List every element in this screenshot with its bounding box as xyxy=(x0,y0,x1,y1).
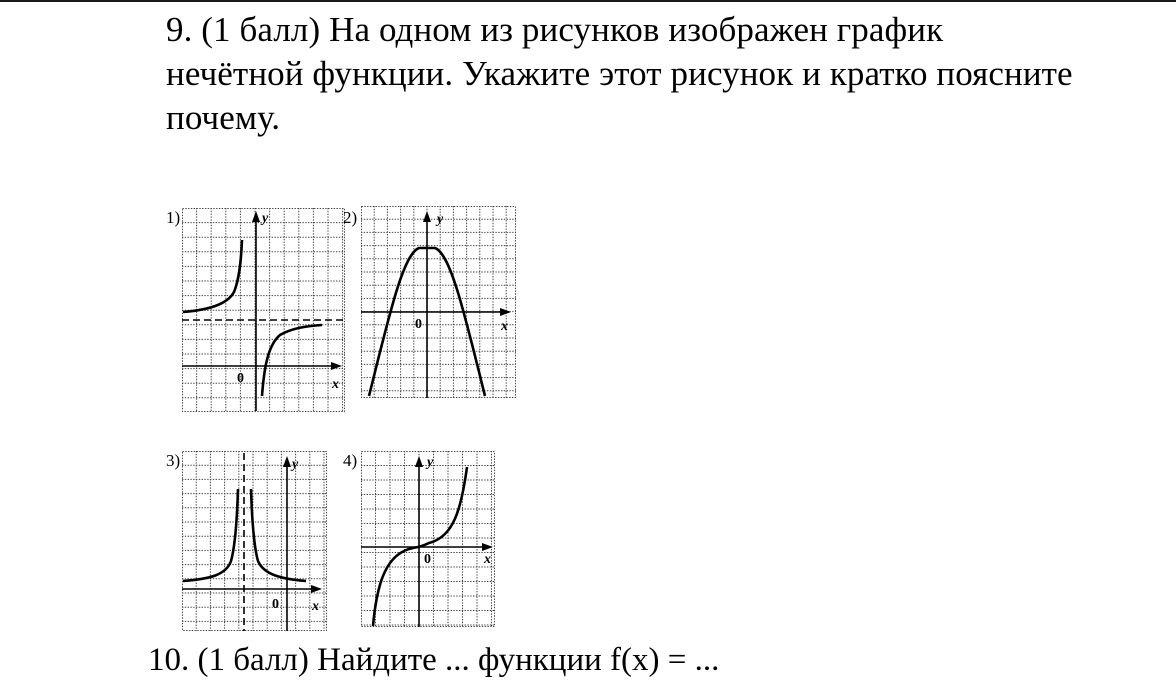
figure-3-graph xyxy=(182,451,327,631)
figure-1-curve-left xyxy=(183,240,242,312)
figure-4-grid xyxy=(361,451,495,627)
figure-1-y-label: y xyxy=(262,211,269,226)
figure-3-y-label: y xyxy=(292,457,299,472)
top-rule xyxy=(0,0,1176,2)
figure-3-x-label: x xyxy=(312,599,319,614)
figure-2-grid xyxy=(361,206,516,398)
figure-4-x-label: x xyxy=(484,552,491,567)
figure-1-x-label: x xyxy=(332,377,339,392)
figure-3-number: 3) xyxy=(166,451,181,470)
problem-line-3: почему. xyxy=(166,98,281,137)
figure-2-graph xyxy=(361,206,516,398)
figure-3-curve-right xyxy=(251,489,306,581)
figure-2-origin-label: 0 xyxy=(415,317,422,332)
figure-1-origin-label: 0 xyxy=(237,371,244,386)
figure-3-origin-label: 0 xyxy=(272,597,279,612)
figure-4-number: 4) xyxy=(343,451,358,470)
figure-2-number: 2) xyxy=(343,208,358,227)
figure-2-x-label: x xyxy=(501,319,508,334)
figure-1-graph xyxy=(182,208,345,412)
next-problem-fragment: 10. (1 балл) Найдите ... функции f(x) = ... xyxy=(148,642,720,678)
figure-4-graph xyxy=(361,451,495,627)
figure-2-y-label: y xyxy=(437,212,444,227)
figure-1-number: 1) xyxy=(166,208,181,227)
figure-4-y-label: y xyxy=(427,455,434,470)
figure-4-origin-label: 0 xyxy=(424,552,431,567)
problem-line-2: нечётной функции. Укажите этот рисунок и кратко поясните xyxy=(166,54,1073,93)
problem-line-1: 9. (1 балл) На одном из рисунков изображен график xyxy=(166,10,944,49)
problem-statement xyxy=(166,8,1126,140)
